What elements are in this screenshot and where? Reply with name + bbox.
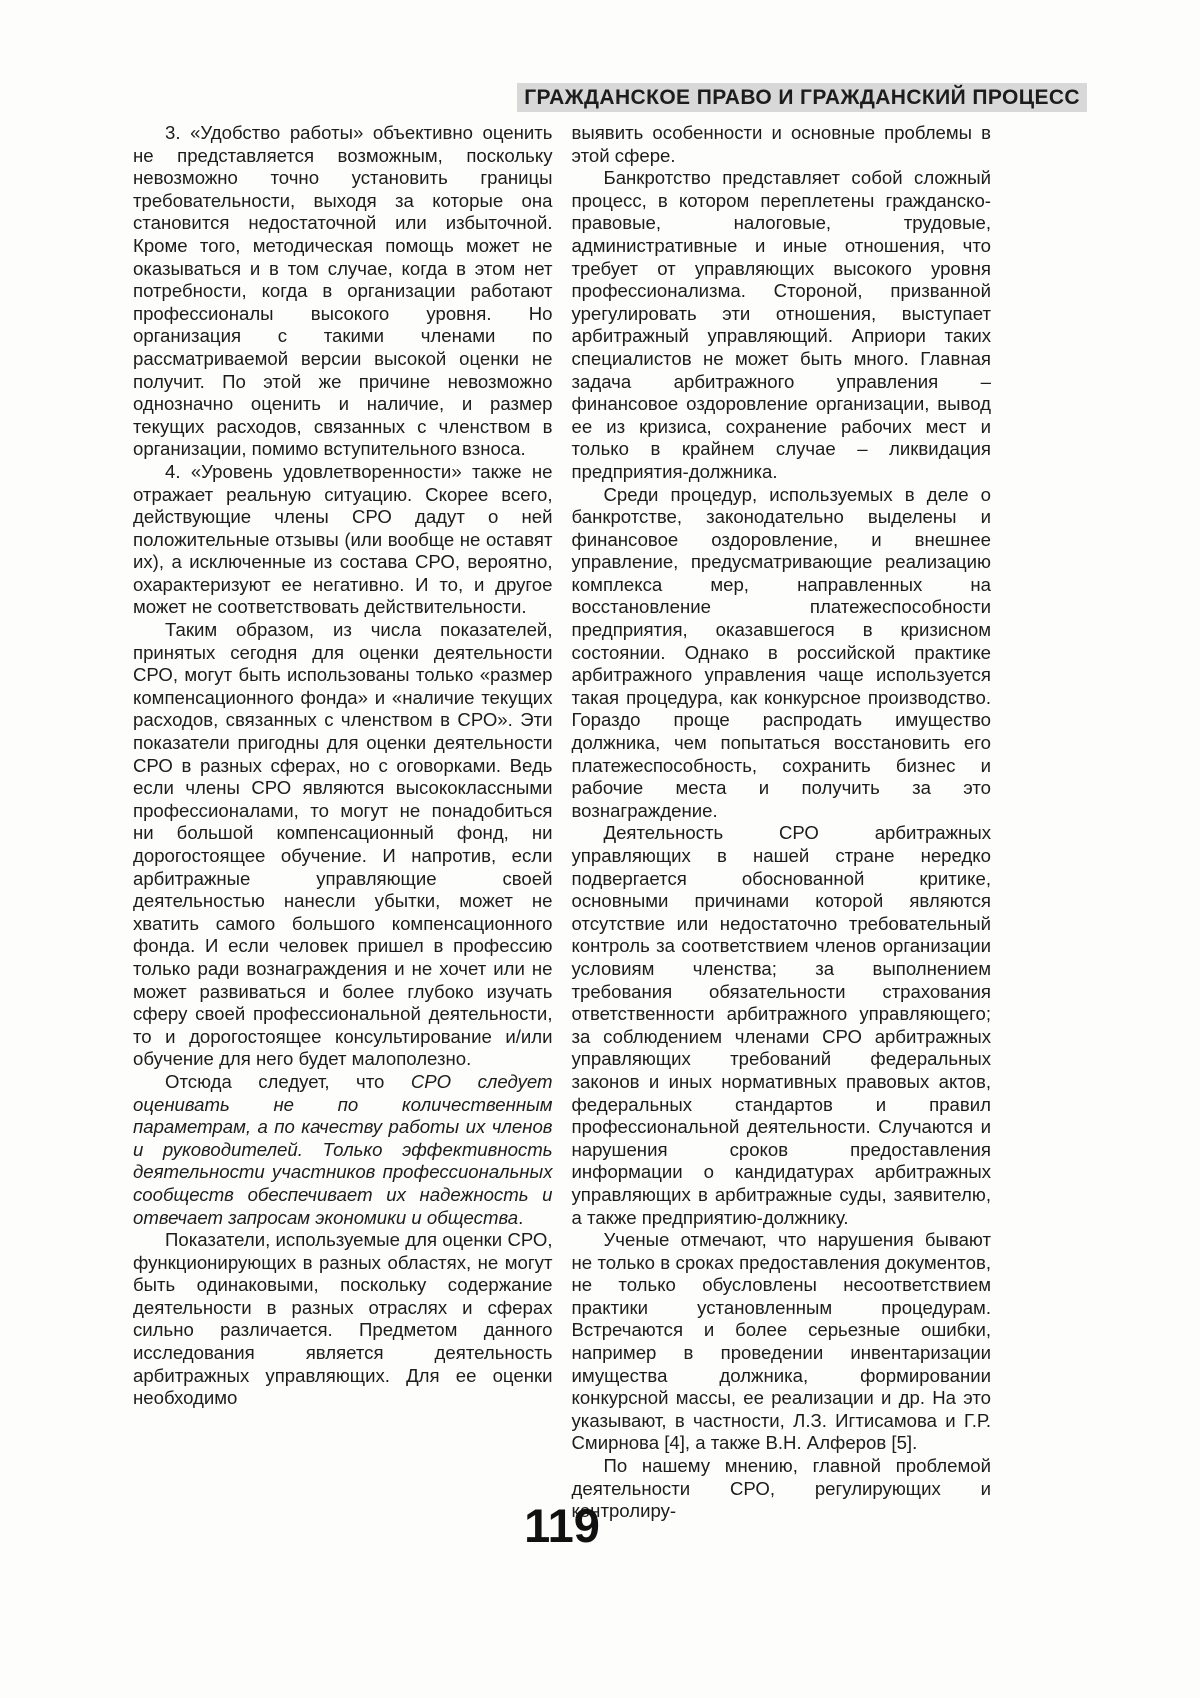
text-segment: выявить особенности и основные проблемы в этой сфере. (571, 122, 991, 166)
italic-text-segment: СРО следует оценивать не по количественным параметрам, а по качеству работы их членов и руководителей. Только эффективность деятельности участников профессиональных сообществ обеспечивает их надежность и отвечает запросам экономики и общества (133, 1070, 553, 1228)
text-segment: Среди процедур, используемых в деле о банкротстве, законодательно выделены и финансовое оздоровление, и внешнее управление, предусматривающие реализацию комплекса мер, направленных на восстановление платежеспособности предприятия, оказавшегося в кризисном состоянии. Однако в российской практике арбитражного управления чаще используется такая процедура, как конкурсное производство. Гораздо проще распродать имущество должника, чем попытаться восстановить его платежеспособность, сохранить бизнес и рабочие места и получить за это вознаграждение. (571, 483, 991, 821)
paragraph (133, 122, 553, 461)
paragraph (572, 1229, 992, 1455)
text-segment: Банкротство представляет собой сложный процесс, в котором переплетены гражданско-правовые, налоговые, трудовые, административные и иные отношения, что требует от управляющих высокого уровня профессионализма. Стороной, призванной урегулировать эти отношения, выступает арбитражный управляющий. Априори таких специалистов не может быть много. Главная задача арбитражного управления – финансовое оздоровление организации, вывод ее из кризиса, сохранение рабочих мест и только в крайнем случае – ликвидация предприятия-должника. (571, 167, 991, 482)
paragraph (572, 484, 992, 823)
text-segment: Ученые отмечают, что нарушения бывают не только в сроках предоставления документов, не только обусловлены несоответствием практики установленным процедурам. Встречаются и более серьезные ошибки, например в проведении инвентаризации имущества должника, формировании конкурсной массы, ее реализации и др. На это указывают, в частности, Л.З. Игтисамова и Г.Р. Смирнова [4], а также В.Н. Алферов [5]. (571, 1229, 991, 1454)
paragraph (133, 619, 553, 1071)
page-number: 119 (524, 1499, 600, 1552)
running-head-title: ГРАЖДАНСКОЕ ПРАВО И ГРАЖДАНСКИЙ ПРОЦЕСС (517, 83, 1087, 112)
text-segment: 3. «Удобство работы» объективно оценить не представляется возможным, поскольку невозможно точно установить границы требовательности, выходя за которые она становится недостаточной или избыточной. Кроме того, методическая помощь может не оказываться и в том случае, когда в этом нет потребности, когда в организации работают профессионалы высокого уровня. Но организация с такими членами по рассматриваемой версии высокой оценки не получит. По этой же причине невозможно однозначно оценить и наличие, и размер текущих расходов, связанных с членством в организации, помимо вступительного взноса. (133, 122, 553, 460)
running-head (517, 83, 1087, 112)
paragraph (133, 461, 553, 619)
left-column (133, 122, 553, 1523)
text-segment: Отсюда следует, что (165, 1070, 411, 1092)
text-columns (133, 122, 991, 1523)
text-segment: По нашему мнению, главной проблемой деятельности СРО, регулирующих и контролиру- (571, 1455, 991, 1522)
paragraph (572, 822, 992, 1229)
paragraph (133, 1071, 553, 1229)
text-segment: Деятельность СРО арбитражных управляющих в нашей стране нередко подвергается обоснованной критике, основными причинами которой являются отсутствие или недостаточно требовательный контроль за соответствием членов организации условиям членства; за выполнением требования обязательности страхования ответственности арбитражного управляющего; за соблюдением членами СРО арбитражных управляющих требований федеральных законов и иных нормативных правовых актов, федеральных стандартов и правил профессиональной деятельности. Случаются и нарушения сроков предоставления информации о кандидатурах арбитражных управляющих в арбитражные суды, заявителю, а также предприятию-должнику. (571, 822, 991, 1228)
paragraph (133, 1229, 553, 1410)
text-segment: 4. «Уровень удовлетворенности» также не отражает реальную ситуацию. Скорее всего, действующие члены СРО дадут о ней положительные отзывы (или вообще не оставят их), а исключенные из состава СРО, вероятно, охарактеризуют ее негативно. И то, и другое может не соответствовать действительности. (133, 460, 553, 618)
paragraph (572, 167, 992, 483)
text-segment: Таким образом, из числа показателей, принятых сегодня для оценки деятельности СРО, могут быть использованы только «размер компенсационного фонда» и «наличие текущих расходов, связанных с членством в СРО». Эти показатели пригодны для оценки деятельности СРО в разных сферах, но с оговорками. Ведь если члены СРО являются высококлассными профессионалами, то могут не понадобиться ни большой компенсационный фонд, ни дорогостоящее обучение. И напротив, если арбитражные управляющие своей деятельностью нанесли убытки, может не хватить самого большого компенсационного фонда. И если человек пришел в профессию только ради вознаграждения и не хочет или не может развиваться и более глубоко изучать сферу своей профессиональной деятельности, то и дорогостоящее консультирование и/или обучение для него будет малополезно. (133, 619, 553, 1070)
paragraph (572, 122, 992, 167)
text-segment: . (518, 1206, 524, 1228)
text-segment: Показатели, используемые для оценки СРО, функционирующих в разных областях, не могут быть одинаковыми, поскольку содержание деятельности в разных отраслях и сферах сильно различается. Предметом данного исследования является деятельность арбитражных управляющих. Для ее оценки необходимо (133, 1229, 553, 1409)
right-column (572, 122, 992, 1523)
